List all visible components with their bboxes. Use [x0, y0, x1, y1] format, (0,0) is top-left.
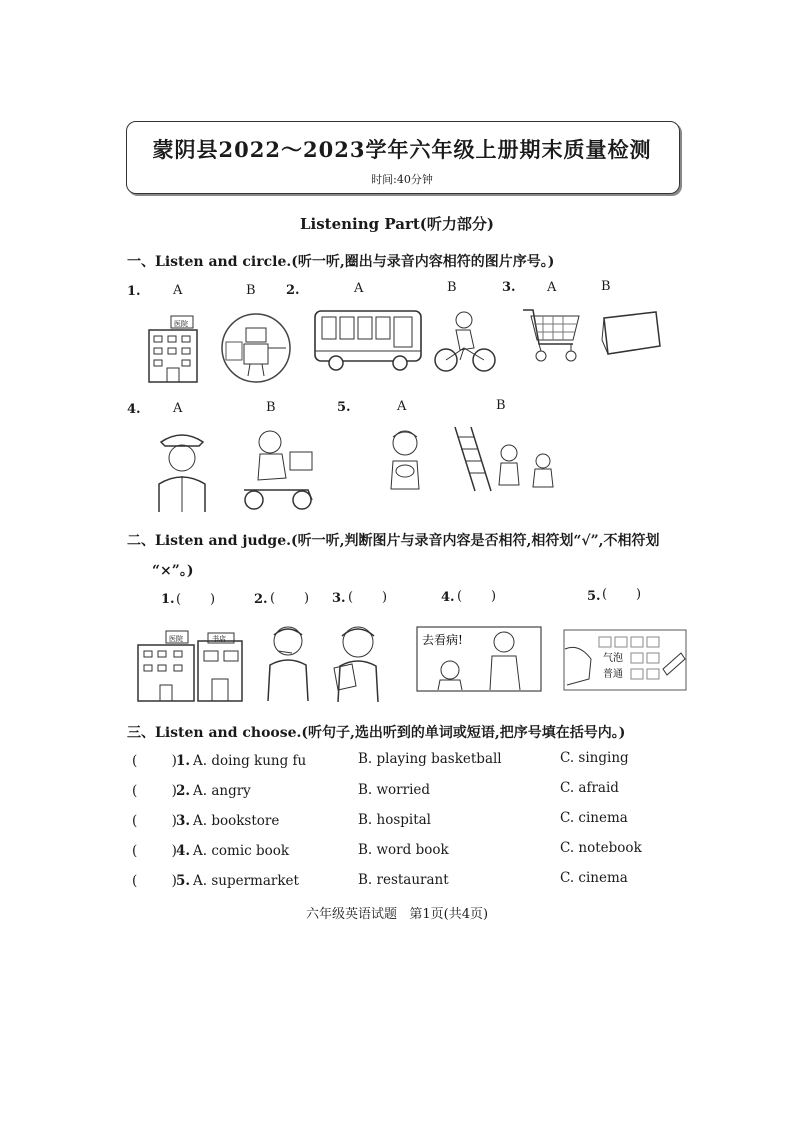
s3-row2-num: 2. [176, 783, 191, 799]
s3-row3-a: A. bookstore [193, 813, 280, 829]
s3-row1-c: C. singing [560, 750, 629, 766]
s2-item4-num: 4. [441, 590, 455, 605]
s1-item2-b: B [447, 280, 457, 295]
s3-row3-b: B. hospital [358, 812, 432, 828]
doctor-scene-icon [416, 626, 542, 692]
time-limit: 时间:40分钟 [371, 173, 433, 186]
s3-row5-bracket[interactable]: ( ) [132, 873, 177, 889]
page-footer: 六年级英语试题 第1页(共4页) [305, 907, 489, 922]
s3-row3-c: C. cinema [560, 810, 628, 826]
s3-row2-c: C. afraid [560, 780, 619, 796]
s1-item5-a: A [397, 399, 407, 414]
s2-item5-num: 5. [587, 589, 601, 604]
section3-heading: 三、Listen and choose.(听句子,选出听到的单词或短语,把序号填在括号内。) [127, 725, 626, 741]
s2-item3-num: 3. [332, 591, 346, 606]
s3-row4-a: A. comic book [193, 843, 290, 859]
paper-icon [600, 310, 664, 358]
s1-item1-num: 1. [127, 284, 141, 299]
s1-item4-num: 4. [127, 402, 141, 417]
s2-item2-num: 2. [254, 592, 268, 607]
s3-row5-num: 5. [176, 873, 191, 889]
s3-row4-bracket[interactable]: ( ) [132, 843, 177, 859]
girl-with-cat-icon [383, 427, 429, 493]
section2-heading-line2: “×”。) [152, 563, 194, 579]
s3-row5-c: C. cinema [560, 870, 628, 886]
card-text-line2: 普通 [603, 669, 623, 680]
s3-row1-b: B. playing basketball [358, 751, 502, 767]
s3-row5-a: A. supermarket [193, 873, 299, 889]
ladder-children-icon [447, 425, 563, 493]
s3-row4-c: C. notebook [560, 840, 642, 856]
building-sign2: 书店 [212, 635, 226, 643]
card-text-line1: 气泡 [603, 653, 623, 664]
s1-item1-a: A [173, 283, 183, 298]
s2-item5-blank[interactable]: ( ) [602, 587, 642, 602]
s1-item2-num: 2. [286, 283, 300, 298]
section2-heading-line1: 二、Listen and judge.(听一听,判断图片与录音内容是否相符,相符划“√”,不相符划 [127, 533, 660, 549]
s2-item1-blank[interactable]: ( ) [176, 592, 216, 607]
shopping-cart-icon [521, 306, 583, 366]
s3-row4-b: B. word book [358, 842, 449, 858]
boy-sneezing-icon [262, 623, 312, 703]
s3-row5-b: B. restaurant [358, 872, 449, 888]
robot-icon [220, 312, 292, 384]
s2-item3-blank[interactable]: ( ) [348, 590, 388, 605]
s3-row1-num: 1. [176, 753, 191, 769]
hospital-icon [143, 312, 203, 384]
s2-item2-blank[interactable]: ( ) [270, 591, 310, 606]
part-title: Listening Part(听力部分) [299, 215, 494, 233]
delivery-rider-icon [238, 428, 320, 512]
s3-row2-a: A. angry [193, 783, 251, 799]
s3-row3-num: 3. [176, 813, 191, 829]
s1-item1-b: B [246, 283, 256, 298]
s3-row1-bracket[interactable]: ( ) [132, 753, 177, 769]
s1-item2-a: A [354, 281, 364, 296]
boy-reading-icon [330, 622, 386, 704]
section1-heading: 一、Listen and circle.(听一听,圈出与录音内容相符的图片序号。) [127, 254, 555, 270]
s1-item4-b: B [266, 400, 276, 415]
s1-item4-a: A [173, 401, 183, 416]
cyclist-icon [434, 308, 496, 376]
s3-row3-bracket[interactable]: ( ) [132, 813, 177, 829]
s1-item5-b: B [496, 398, 506, 413]
s2-item1-num: 1. [161, 592, 175, 607]
s1-item3-b: B [601, 279, 611, 294]
hospital-sign: 医院 [174, 320, 188, 328]
card-hand-icon [563, 629, 687, 691]
s1-item5-num: 5. [337, 400, 351, 415]
page-title: 蒙阴县2022～2023学年六年级上册期末质量检测 [152, 137, 652, 162]
bus-icon [312, 307, 424, 373]
s3-row2-b: B. worried [358, 782, 431, 798]
s1-item3-a: A [547, 280, 557, 295]
s3-row4-num: 4. [176, 843, 191, 859]
s1-item3-num: 3. [502, 280, 516, 295]
s2-item4-blank[interactable]: ( ) [457, 589, 497, 604]
buildings-icon [134, 627, 246, 703]
speech-bubble-text: 去看病! [422, 633, 463, 647]
s3-row2-bracket[interactable]: ( ) [132, 783, 177, 799]
s3-row1-a: A. doing kung fu [193, 753, 307, 769]
police-officer-icon [153, 428, 211, 514]
building-sign1: 医院 [169, 635, 183, 643]
